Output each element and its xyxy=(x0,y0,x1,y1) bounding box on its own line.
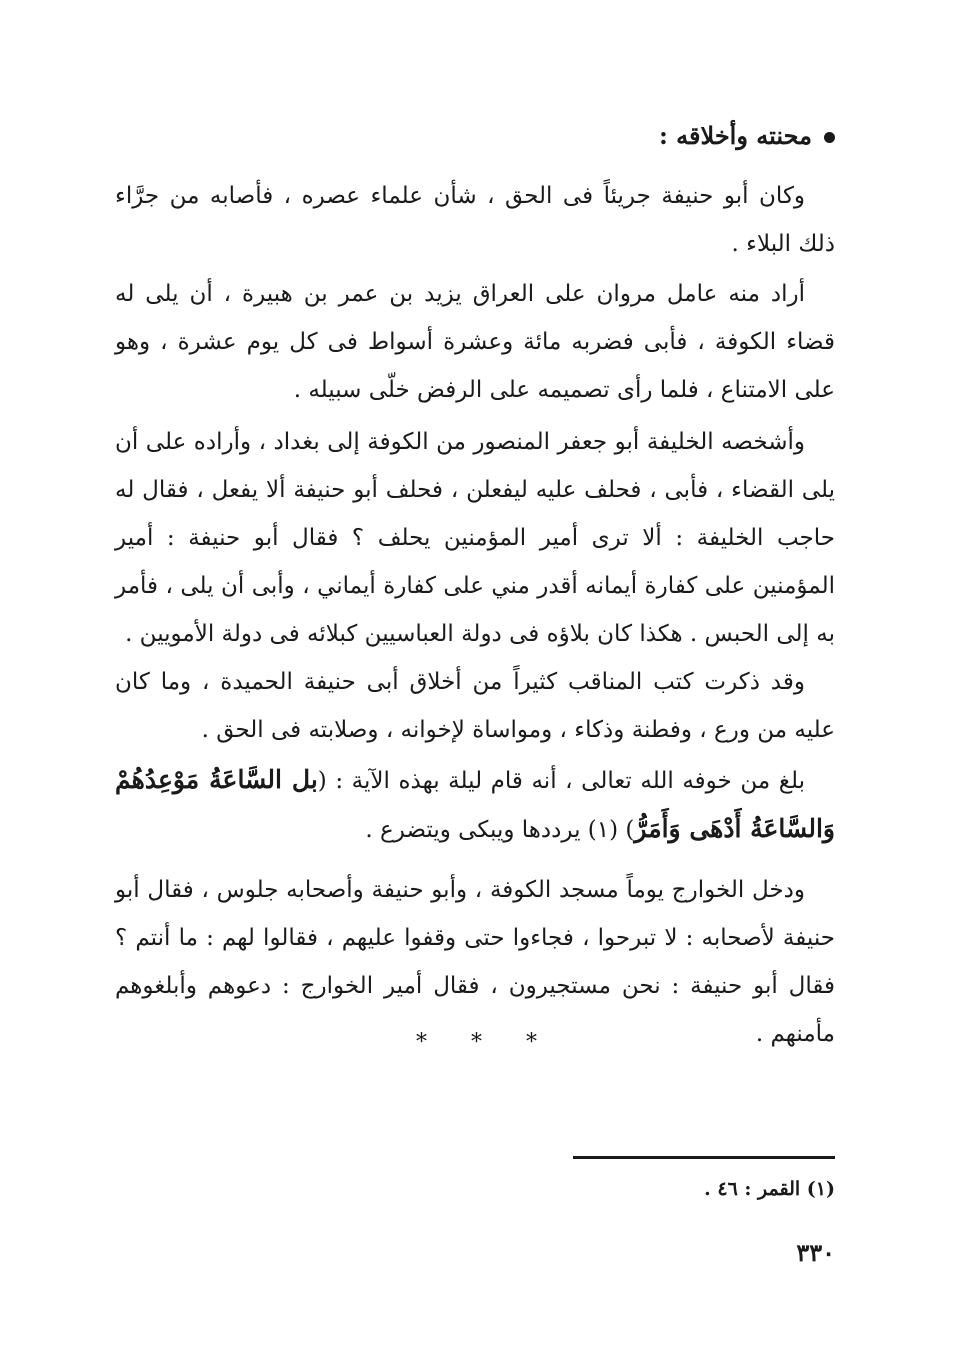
paragraph-text: ودخل الخوارج يوماً مسجد الكوفة ، وأبو حنيفة وأصحابه جلوس ، فقال أبو حنيفة لأصحابه : لا تبرحوا ، فجاءوا حتى وقفوا عليهم ، فقالوا لهم : ما أنتم ؟ فقال أبو حنيفة : نحن مستجيرون ، فقال أمير الخوارج : دعوهم وأبلغوهم مأمنهم . xyxy=(115,877,835,1047)
paragraph-4 xyxy=(115,658,835,754)
verse-intro-text: بلغ من خوفه الله تعالى ، أنه قام ليلة بهذه الآية : ( xyxy=(317,768,805,794)
section-separator xyxy=(0,1030,953,1055)
page-number: ٣٣٠ xyxy=(796,1238,835,1267)
paragraph-3 xyxy=(115,418,835,658)
asterisk-icon: * xyxy=(416,1030,427,1055)
footnote-divider xyxy=(573,1156,835,1159)
quran-verse: بل السَّاعَةُ مَوْعِدُهُمْ وَالسَّاعَةُ أَدْهَى وَأَمَرُّ xyxy=(115,765,835,843)
paragraph-1 xyxy=(115,172,835,268)
paragraph-text: وكان أبو حنيفة جريئاً فى الحق ، شأن علماء عصره ، فأصابه من جرَّاء ذلك البلاء . xyxy=(115,183,835,257)
paragraph-2 xyxy=(115,270,835,414)
bullet-icon xyxy=(824,132,835,143)
section-heading-text: محنته وأخلاقه : xyxy=(658,121,812,150)
paragraph-verse xyxy=(115,756,835,854)
paragraph-text xyxy=(115,756,835,854)
footnote: (١) القمر : ٤٦ . xyxy=(704,1178,835,1200)
paragraph-text: وقد ذكرت كتب المناقب كثيراً من أخلاق أبى حنيفة الحميدة ، وما كان عليه من ورع ، وفطنة وذكاء ، ومواساة لإخوانه ، وصلابته فى الحق . xyxy=(115,669,835,743)
asterisk-icon: * xyxy=(471,1030,482,1055)
paragraph-text: أراد منه عامل مروان على العراق يزيد بن عمر بن هبيرة ، أن يلى له قضاء الكوفة ، فأبى فضربه مائة وعشرة أسواط فى كل يوم عشرة ، وهو على الامتناع ، فلما رأى تصميمه على الرفض خلّى سبيله . xyxy=(115,281,835,403)
paragraph-text: وأشخصه الخليفة أبو جعفر المنصور من الكوفة إلى بغداد ، وأراده على أن يلى القضاء ، فأبى ، فحلف عليه ليفعلن ، فحلف أبو حنيفة ألا يفعل ، فقال له حاجب الخليفة : ألا ترى أمير المؤمنين يحلف ؟ فقال أبو حنيفة : أمير المؤمنين على كفارة أيمانه أقدر مني على كفارة أيماني ، وأبى أن يلى ، فأمر به إلى الحبس . هكذا كان بلاؤه فى دولة العباسيين كبلائه فى دولة الأمويين . xyxy=(115,429,835,647)
verse-outro-text: ) (١) يرددها ويبكى ويتضرع . xyxy=(365,817,635,843)
asterisk-icon: * xyxy=(526,1030,537,1055)
section-heading xyxy=(659,112,835,160)
